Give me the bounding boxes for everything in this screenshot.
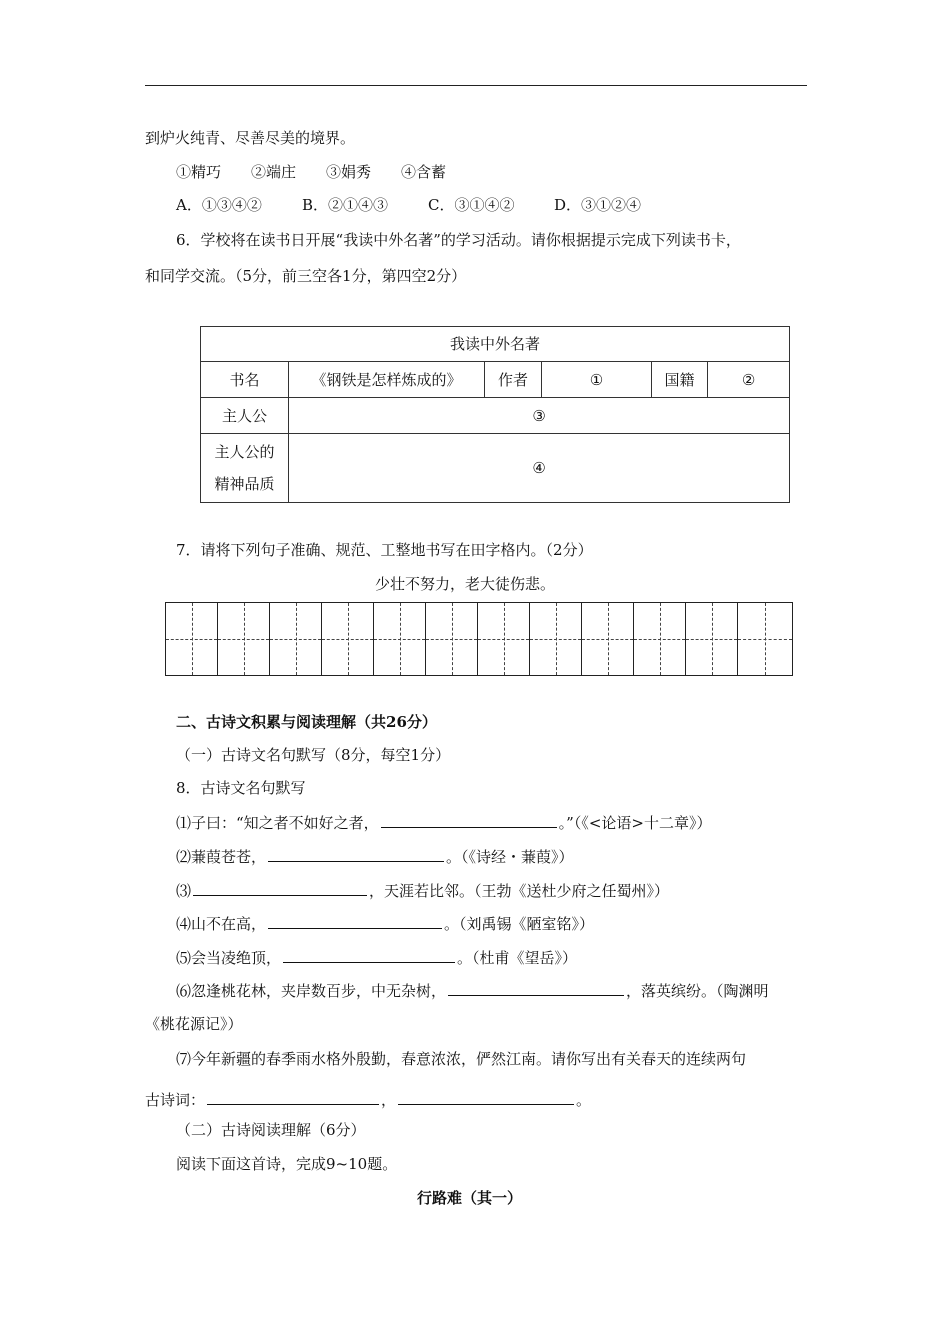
grid-cell-horizontal-guide — [738, 639, 792, 640]
item-7-blank-2[interactable] — [398, 1088, 574, 1105]
item-7-mid: ， — [381, 1091, 397, 1109]
recitation-item-3 — [176, 879, 669, 901]
part-2-heading: （二）古诗阅读理解（6分） — [176, 1121, 366, 1139]
part-2-instructions: 阅读下面这首诗，完成9~10题。 — [176, 1155, 398, 1173]
grid-cell-horizontal-guide — [426, 639, 477, 640]
spirit-label — [201, 434, 289, 503]
section-2-heading: 二、古诗文积累与阅读理解（共26分） — [176, 713, 437, 731]
item-1-blank[interactable] — [381, 811, 557, 828]
protagonist-label: 主人公 — [201, 398, 289, 434]
item-7-blank-1[interactable] — [207, 1088, 379, 1105]
item-7-suffix: 。 — [576, 1091, 592, 1109]
grid-cell-horizontal-guide — [322, 639, 373, 640]
grid-cell[interactable] — [218, 603, 270, 675]
protagonist-blank[interactable]: ③ — [289, 398, 790, 434]
recitation-item-6-cont: 《桃花源记》） — [145, 1015, 243, 1033]
question-6-line2: 和同学交流。（5分，前三空各1分，第四空2分） — [145, 267, 467, 285]
spirit-blank[interactable]: ④ — [289, 434, 790, 503]
item-6-prefix: ⑹忽逢桃花林，夹岸数百步，中无杂树， — [176, 982, 447, 1000]
grid-cell[interactable] — [478, 603, 530, 675]
grid-cell[interactable] — [738, 603, 792, 675]
recitation-item-6 — [176, 979, 769, 1001]
question-7-sentence: 少壮不努力，老大徒伤悲。 — [375, 575, 556, 593]
nationality-label: 国籍 — [652, 362, 708, 398]
book-label: 书名 — [201, 362, 289, 398]
item-1-suffix: 。”（《<论语>十二章》） — [558, 814, 712, 832]
word-options: ①精巧 ②端庄 ③娟秀 ④含蓄 — [176, 163, 447, 181]
spirit-label-line1: 主人公的 — [214, 443, 275, 461]
recitation-item-2 — [176, 845, 574, 867]
grid-cell[interactable] — [270, 603, 322, 675]
grid-cell-horizontal-guide — [582, 639, 633, 640]
recitation-item-7-line2 — [145, 1088, 591, 1110]
item-5-prefix: ⑸会当凌绝顶， — [176, 949, 282, 967]
author-blank[interactable]: ① — [542, 362, 652, 398]
choice-b: B．②①④③ — [302, 196, 389, 214]
item-1-prefix: ⑴子曰：“知之者不如好之者， — [176, 814, 379, 832]
item-4-suffix: 。（刘禹锡《陋室铭》） — [444, 915, 595, 933]
poem-title: 行路难（其一） — [417, 1189, 523, 1207]
choice-d: D．③①②④ — [554, 196, 642, 214]
grid-cell[interactable] — [166, 603, 218, 675]
grid-cell-horizontal-guide — [530, 639, 581, 640]
grid-cell[interactable] — [634, 603, 686, 675]
item-2-blank[interactable] — [268, 845, 444, 862]
grid-cell[interactable] — [374, 603, 426, 675]
reading-card-title: 我读中外名著 — [201, 327, 790, 362]
item-3-suffix: ，天涯若比邻。（王勃《送杜少府之任蜀州》） — [369, 882, 670, 900]
recitation-item-7-line1: ⑺今年新疆的春季雨水格外殷勤，春意浓浓，俨然江南。请你写出有关春天的连续两句 — [176, 1050, 747, 1068]
grid-cell-horizontal-guide — [270, 639, 321, 640]
recitation-item-1 — [176, 811, 711, 833]
recitation-item-5 — [176, 946, 577, 968]
question-7-prompt: 7．请将下列句子准确、规范、工整地书写在田字格内。（2分） — [176, 541, 593, 559]
grid-cell-horizontal-guide — [478, 639, 529, 640]
reading-card-table — [200, 326, 790, 503]
spirit-label-line2: 精神品质 — [214, 475, 275, 493]
item-5-suffix: 。（杜甫《望岳》） — [457, 949, 578, 967]
book-title: 《钢铁是怎样炼成的》 — [289, 362, 485, 398]
choice-c: C．③①④② — [428, 196, 515, 214]
item-4-prefix: ⑷山不在高， — [176, 915, 267, 933]
item-6-blank[interactable] — [448, 979, 624, 996]
grid-cell-horizontal-guide — [686, 639, 737, 640]
question-6-line1: 6．学校将在读书日开展“我读中外名著”的学习活动。请你根据提示完成下列读书卡， — [176, 231, 741, 249]
grid-cell-horizontal-guide — [374, 639, 425, 640]
grid-cell[interactable] — [582, 603, 634, 675]
item-5-blank[interactable] — [283, 946, 455, 963]
header-rule — [145, 85, 807, 86]
grid-cell-horizontal-guide — [166, 639, 217, 640]
question-8-heading: 8．古诗文名句默写 — [176, 779, 306, 797]
item-3-prefix: ⑶ — [176, 882, 192, 900]
item-2-suffix: 。（《诗经・蒹葭》） — [446, 848, 574, 866]
item-4-blank[interactable] — [268, 912, 442, 929]
grid-cell[interactable] — [686, 603, 738, 675]
item-3-blank[interactable] — [193, 879, 367, 896]
intro-line: 到炉火纯青、尽善尽美的境界。 — [145, 129, 356, 147]
grid-cell[interactable] — [530, 603, 582, 675]
tianzige-grid[interactable] — [165, 602, 793, 676]
grid-cell[interactable] — [426, 603, 478, 675]
item-6-suffix: ，落英缤纷。（陶渊明 — [626, 982, 769, 1000]
choice-a: A．①③④② — [176, 196, 262, 214]
part-1-heading: （一）古诗文名句默写（8分，每空1分） — [176, 746, 451, 764]
author-label: 作者 — [485, 362, 542, 398]
grid-cell-horizontal-guide — [634, 639, 685, 640]
nationality-blank[interactable]: ② — [708, 362, 790, 398]
item-2-prefix: ⑵蒹葭苍苍， — [176, 848, 267, 866]
recitation-item-4 — [176, 912, 594, 934]
grid-cell-horizontal-guide — [218, 639, 269, 640]
grid-cell[interactable] — [322, 603, 374, 675]
item-7-prefix: 古诗词： — [145, 1091, 206, 1109]
